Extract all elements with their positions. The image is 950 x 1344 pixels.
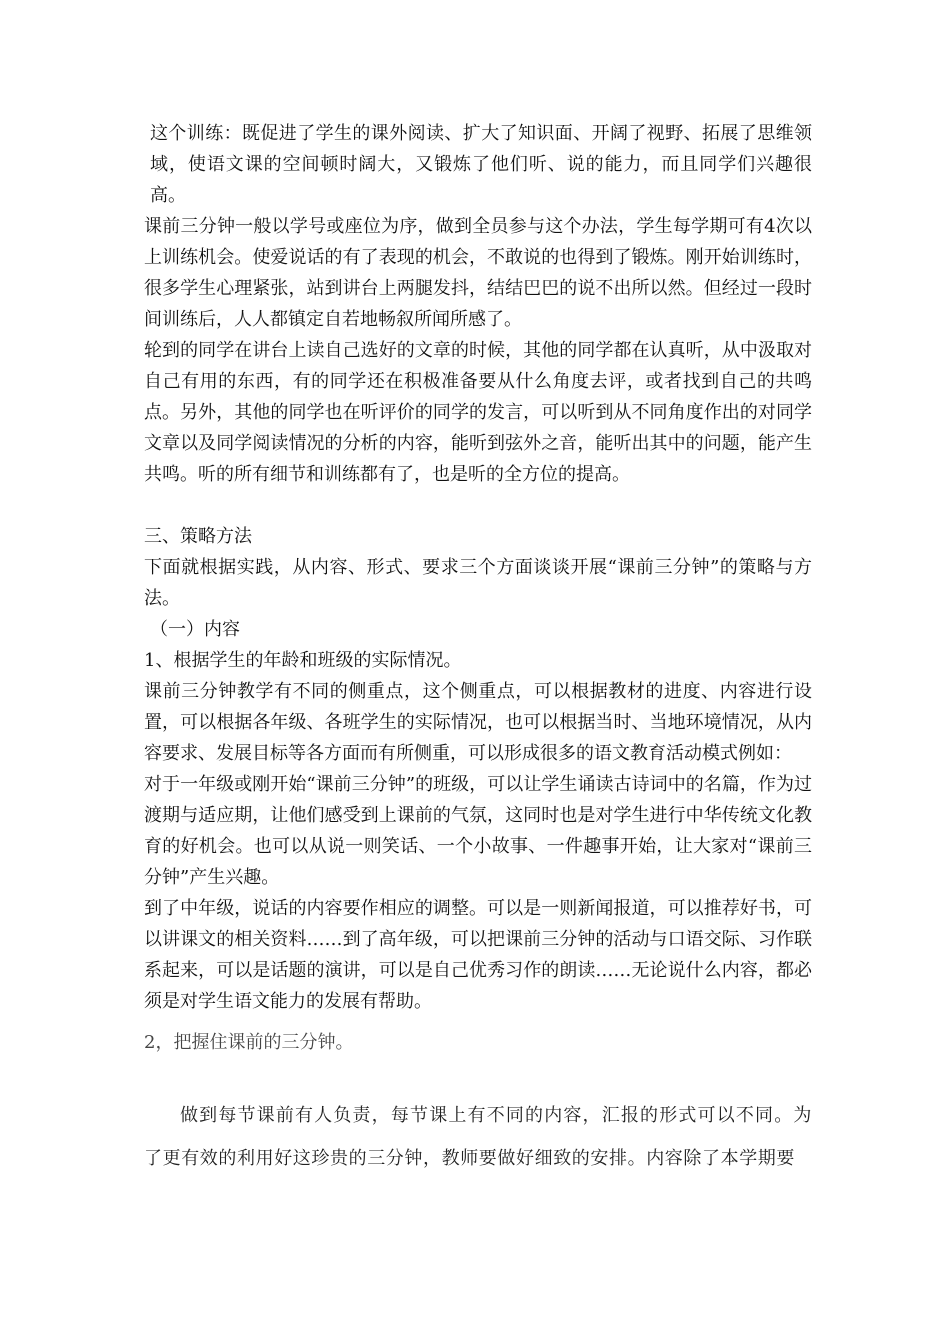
subsection-heading: （一）内容 (150, 619, 240, 640)
paragraph-training-benefits: 这个训练：既促进了学生的课外阅读、扩大了知识面、开阔了视野、拓展了思维领域，使语文课的空间顿时阔大，又锻炼了他们听、说的能力，而且同学们兴趣很高。 (150, 123, 812, 206)
paragraph-listening-improvement: 轮到的同学在讲台上读自己选好的文章的时候，其他的同学都在认真听，从中汲取对自己有用的东西，有的同学还在积极准备要从什么角度去评，或者找到自己的共鸣点。另外，其他的同学也在听评价的同学的发言，可以听到从不同角度作出的对同学文章以及同学阅读情况的分析的内容，能听到弦外之音，能听出其中的问题，能产生共鸣。听的所有细节和训练都有了，也是听的全方位的提高。 (144, 340, 812, 485)
blank-line (144, 490, 812, 521)
document-page (144, 118, 812, 1180)
item1-paragraph-focus: 课前三分钟教学有不同的侧重点，这个侧重点，可以根据教材的进度、内容进行设置，可以根据各年级、各班学生的实际情况，也可以根据当时、当地环境情况，从内容要求、发展目标等各方面而有所侧重，可以形成很多的语文教育活动模式例如： (144, 681, 812, 764)
section-heading: 三、策略方法 (144, 526, 252, 547)
item2-paragraph: 做到每节课前有人负责，每节课上有不同的内容，汇报的形式可以不同。为了更有效的利用好这珍贵的三分钟，教师要做好细致的安排。内容除了本学期要 (144, 1105, 812, 1169)
item2-heading: 2，把握住课前的三分钟。 (144, 1032, 354, 1053)
section-intro: 下面就根据实践，从内容、形式、要求三个方面谈谈开展“课前三分钟”的策略与方法。 (144, 557, 812, 609)
item1-heading: 1、根据学生的年龄和班级的实际情况。 (144, 650, 462, 671)
item1-paragraph-middle-grade: 到了中年级，说话的内容要作相应的调整。可以是一则新闻报道，可以推荐好书，可以讲课文的相关资料……到了高年级，可以把课前三分钟的活动与口语交际、习作联系起来，可以是话题的演讲，可以是自己优秀习作的朗读……无论说什么内容，都必须是对学生语文能力的发展有帮助。 (144, 898, 812, 1012)
item1-paragraph-first-grade: 对于一年级或刚开始“课前三分钟”的班级，可以让学生诵读古诗词中的名篇，作为过渡期与适应期，让他们感受到上课前的气氛，这同时也是对学生进行中华传统文化教育的好机会。也可以从说一则笑话、一个小故事、一件趣事开始，让大家对“课前三分钟”产生兴趣。 (144, 774, 812, 888)
paragraph-rotation-order: 课前三分钟一般以学号或座位为序，做到全员参与这个办法，学生每学期可有4次以上训练机会。使爱说话的有了表现的机会，不敢说的也得到了锻炼。刚开始训练时，很多学生心理紧张，站到讲台上两腿发抖，结结巴巴的说不出所以然。但经过一段时间训练后，人人都镇定自若地畅叙所闻所感了。 (144, 216, 812, 330)
